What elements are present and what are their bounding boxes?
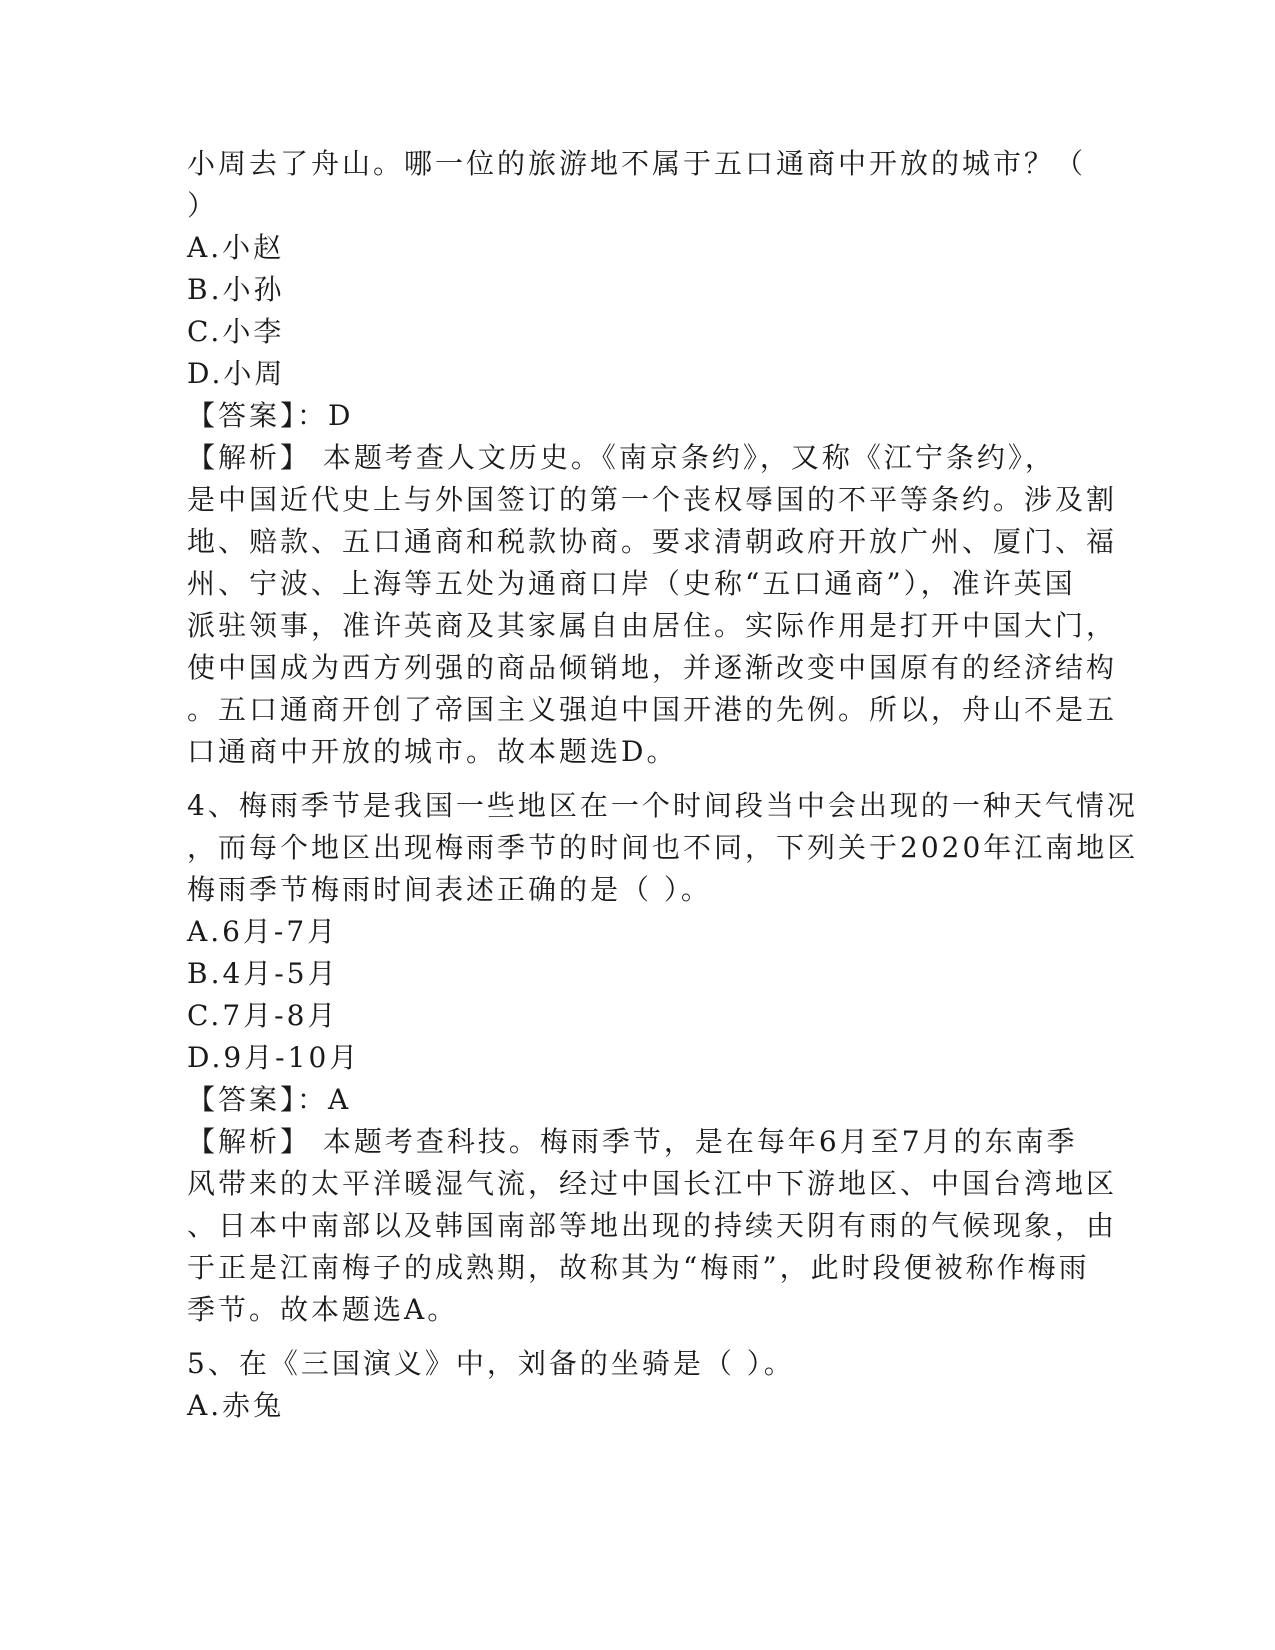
q4-stem-line: 梅雨季节梅雨时间表述正确的是（ ）。 (187, 873, 712, 906)
q3-analysis-line: 。五口通商开创了帝国主义强迫中国开港的先例。所以，舟山不是五 (187, 693, 1118, 726)
q4-analysis-line: 季节。故本题选A。 (187, 1293, 459, 1326)
q4-option-d: D.9月-10月 (187, 1041, 361, 1074)
question-spacer (187, 1331, 1077, 1343)
q3-analysis-line: 口通商中开放的城市。故本题选D。 (187, 735, 678, 768)
q4-option-c: C.7月-8月 (187, 999, 339, 1032)
q4-analysis-line: 【解析】 本题考查科技。梅雨季节，是在每年6月至7月的东南季 (187, 1125, 1078, 1158)
q3-analysis-line: 是中国近代史上与外国签订的第一个丧权辱国的不平等条约。涉及割 (187, 483, 1118, 516)
q3-analysis-line: 地、赔款、五口通商和税款协商。要求清朝政府开放广州、厦门、福 (187, 525, 1118, 558)
q3-analysis-line: 使中国成为西方列强的商品倾销地，并逐渐改变中国原有的经济结构 (187, 651, 1118, 684)
q4-option-b: B.4月-5月 (187, 957, 339, 990)
q5-stem-line: 5、在《三国演义》中，刘备的坐骑是（ ）。 (187, 1347, 795, 1380)
q4-stem-line: ，而每个地区出现梅雨季节的时间也不同，下列关于2020年江南地区 (187, 831, 1139, 864)
q3-option-a: A.小赵 (187, 231, 285, 264)
document-content (187, 143, 1139, 1427)
q4-stem-line: 4、梅雨季节是我国一些地区在一个时间段当中会出现的一种天气情况 (187, 789, 1138, 822)
q4-analysis-line: 风带来的太平洋暖湿气流，经过中国长江中下游地区、中国台湾地区 (187, 1167, 1118, 1200)
q3-stem-line: ） (187, 189, 219, 222)
q4-option-a: A.6月-7月 (187, 915, 339, 948)
q4-analysis-line: 于正是江南梅子的成熟期，故称其为“梅雨”，此时段便被称作梅雨 (187, 1251, 1090, 1284)
q4-analysis-line: 、日本中南部以及韩国南部等地出现的持续天阴有雨的气候现象，由 (187, 1209, 1118, 1242)
q3-analysis-line: 【解析】 本题考查人文历史。《南京条约》，又称《江宁条约》， (187, 441, 1056, 474)
q3-analysis-line: 派驻领事，准许英商及其家属自由居住。实际作用是打开中国大门， (187, 609, 1118, 642)
question-spacer (187, 773, 1077, 785)
q3-option-d: D.小周 (187, 357, 286, 390)
q3-option-c: C.小李 (187, 315, 285, 348)
q3-stem-line: 小周去了舟山。哪一位的旅游地不属于五口通商中开放的城市？（ (187, 147, 1087, 180)
q3-answer: 【答案】：D (187, 399, 354, 432)
q4-answer: 【答案】：A (187, 1083, 352, 1116)
q3-analysis-line: 州、宁波、上海等五处为通商口岸（史称“五口通商”），准许英国 (187, 567, 1076, 600)
q3-option-b: B.小孙 (187, 273, 285, 306)
q5-option-a: A.赤兔 (187, 1389, 285, 1422)
